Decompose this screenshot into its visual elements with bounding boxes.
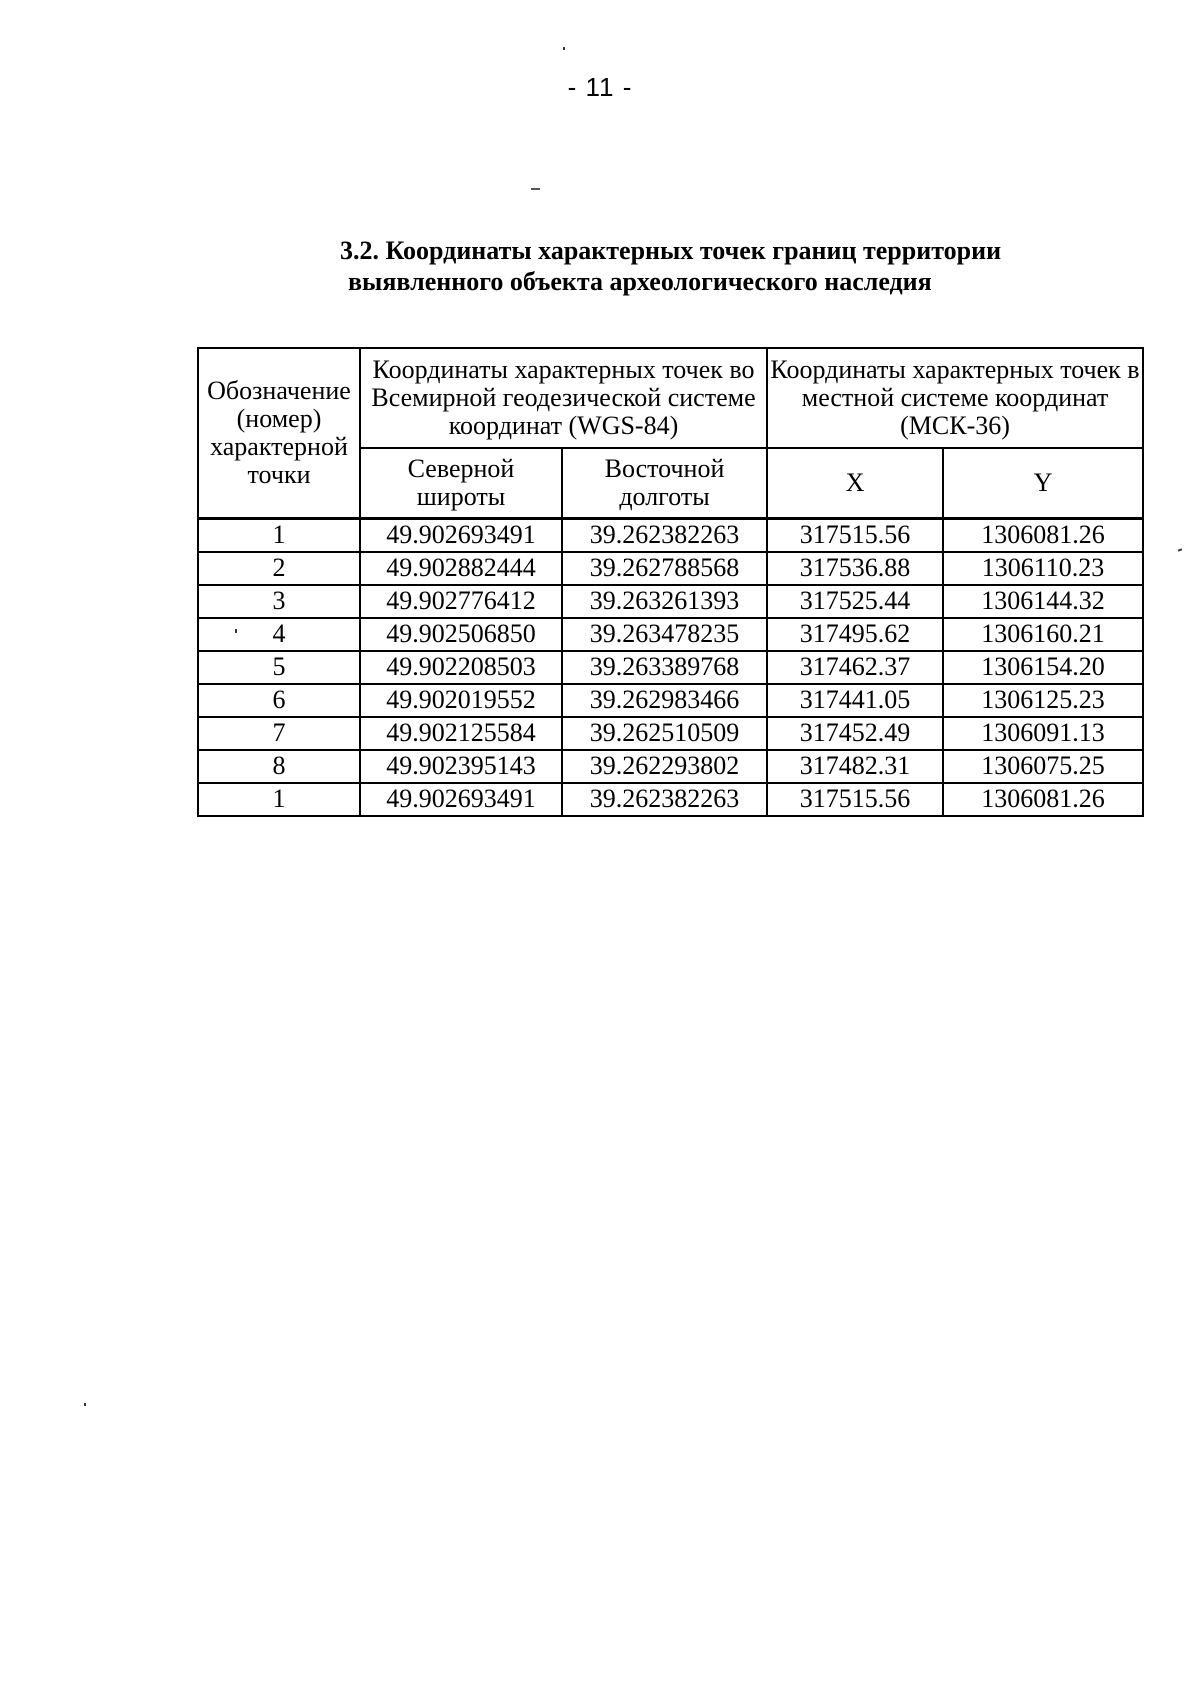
cell-longitude: 39.262983466 — [562, 684, 767, 717]
cell-y: 1306125.23 — [943, 684, 1143, 717]
cell-longitude: 39.263261393 — [562, 585, 767, 618]
cell-x: 317525.44 — [767, 585, 943, 618]
cell-y: 1306081.26 — [943, 518, 1143, 552]
section-heading-line1: 3.2. Координаты характерных точек границ территории — [340, 236, 1002, 265]
cell-x: 317515.56 — [767, 783, 943, 816]
cell-latitude: 49.902208503 — [360, 651, 562, 684]
table-row — [198, 717, 1143, 750]
cell-longitude: 39.263478235 — [562, 618, 767, 651]
cell-latitude: 49.902693491 — [360, 518, 562, 552]
cell-x: 317482.31 — [767, 750, 943, 783]
cell-point: 1 — [198, 783, 360, 816]
cell-y: 1306091.13 — [943, 717, 1143, 750]
cell-x: 317495.62 — [767, 618, 943, 651]
cell-longitude: 39.263389768 — [562, 651, 767, 684]
scan-speck — [1178, 548, 1182, 551]
header-y: Y — [943, 448, 1143, 518]
cell-longitude: 39.262382263 — [562, 518, 767, 552]
cell-point: 1 — [198, 518, 360, 552]
page-number: - 11 - — [567, 72, 633, 102]
cell-longitude: 39.262293802 — [562, 750, 767, 783]
cell-longitude: 39.262382263 — [562, 783, 767, 816]
header-east-longitude: Восточной долготы — [562, 448, 767, 518]
cell-y: 1306160.21 — [943, 618, 1143, 651]
table-row — [198, 783, 1143, 816]
cell-x: 317536.88 — [767, 552, 943, 585]
table-row — [198, 552, 1143, 585]
cell-y: 1306144.32 — [943, 585, 1143, 618]
cell-point: 2 — [198, 552, 360, 585]
scan-speck — [531, 188, 540, 190]
table-row — [198, 585, 1143, 618]
cell-point: 8 — [198, 750, 360, 783]
header-designation: Обозначение (номер) характерной точки — [198, 348, 360, 518]
cell-longitude: 39.262510509 — [562, 717, 767, 750]
cell-latitude: 49.902019552 — [360, 684, 562, 717]
cell-point: 3 — [198, 585, 360, 618]
table-row — [198, 750, 1143, 783]
cell-y: 1306154.20 — [943, 651, 1143, 684]
cell-latitude: 49.902125584 — [360, 717, 562, 750]
coordinates-table — [197, 347, 1144, 817]
header-wgs84-group: Координаты характерных точек во Всемирной геодезической системе координат (WGS-84) — [360, 348, 767, 448]
cell-longitude: 39.262788568 — [562, 552, 767, 585]
cell-y: 1306081.26 — [943, 783, 1143, 816]
cell-point: 7 — [198, 717, 360, 750]
cell-latitude: 49.902506850 — [360, 618, 562, 651]
table-row — [198, 518, 1143, 552]
table-row — [198, 684, 1143, 717]
table-row — [198, 651, 1143, 684]
section-heading-line2: выявленного объекта археологического наследия — [348, 267, 932, 296]
header-x: X — [767, 448, 943, 518]
table-row — [198, 618, 1143, 651]
cell-latitude: 49.902882444 — [360, 552, 562, 585]
cell-y: 1306075.25 — [943, 750, 1143, 783]
scan-speck — [84, 1403, 86, 1406]
cell-latitude: 49.902693491 — [360, 783, 562, 816]
cell-point: 6 — [198, 684, 360, 717]
cell-y: 1306110.23 — [943, 552, 1143, 585]
header-msk36-group: Координаты характерных точек в местной системе координат (МСК-36) — [767, 348, 1143, 448]
cell-x: 317441.05 — [767, 684, 943, 717]
cell-point: 5 — [198, 651, 360, 684]
cell-x: 317515.56 — [767, 518, 943, 552]
cell-x: 317462.37 — [767, 651, 943, 684]
header-north-latitude: Северной широты — [360, 448, 562, 518]
cell-latitude: 49.902776412 — [360, 585, 562, 618]
scan-speck — [563, 47, 565, 50]
section-heading — [340, 235, 1140, 297]
cell-latitude: 49.902395143 — [360, 750, 562, 783]
cell-point: 4 — [198, 618, 360, 651]
cell-x: 317452.49 — [767, 717, 943, 750]
